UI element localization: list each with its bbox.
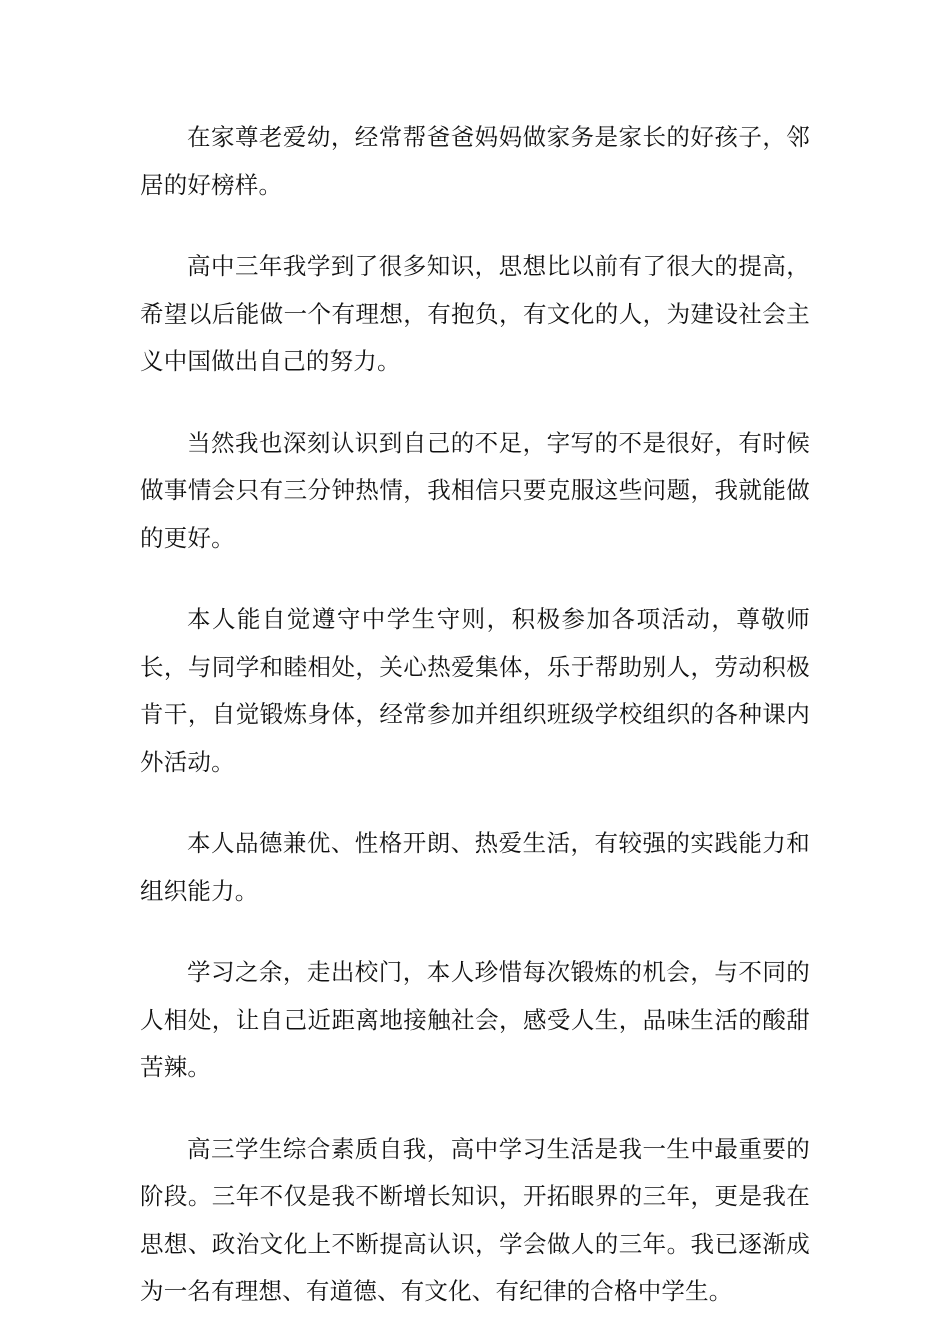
paragraph-1: 在家尊老爱幼，经常帮爸爸妈妈做家务是家长的好孩子，邻居的好榜样。 — [140, 123, 810, 199]
paragraph-7: 高三学生综合素质自我，高中学习生活是我一生中最重要的阶段。三年不仅是我不断增长知识，开拓眼界的三年，更是我在思想、政治文化上不断提高认识，学会做人的三年。我已逐渐成为一名有理想、有道德、有文化、有纪律的合格中学生。 — [140, 1134, 810, 1305]
paragraph-4: 本人能自觉遵守中学生守则，积极参加各项活动，尊敬师长，与同学和睦相处，关心热爱集体，乐于帮助别人，劳动积极肯干，自觉锻炼身体，经常参加并组织班级学校组织的各种课内外活动。 — [140, 605, 810, 776]
paragraph-2: 高中三年我学到了很多知识，思想比以前有了很大的提高，希望以后能做一个有理想，有抱负，有文化的人，为建设社会主义中国做出自己的努力。 — [140, 252, 810, 375]
paragraph-6: 学习之余，走出校门，本人珍惜每次锻炼的机会，与不同的人相处，让自己近距离地接触社会，感受人生，品味生活的酸甜苦辣。 — [140, 958, 810, 1081]
paragraph-3: 当然我也深刻认识到自己的不足，字写的不是很好，有时候做事情会只有三分钟热情，我相信只要克服这些问题，我就能做的更好。 — [140, 428, 810, 552]
paragraph-5: 本人品德兼优、性格开朗、热爱生活，有较强的实践能力和组织能力。 — [140, 829, 810, 905]
